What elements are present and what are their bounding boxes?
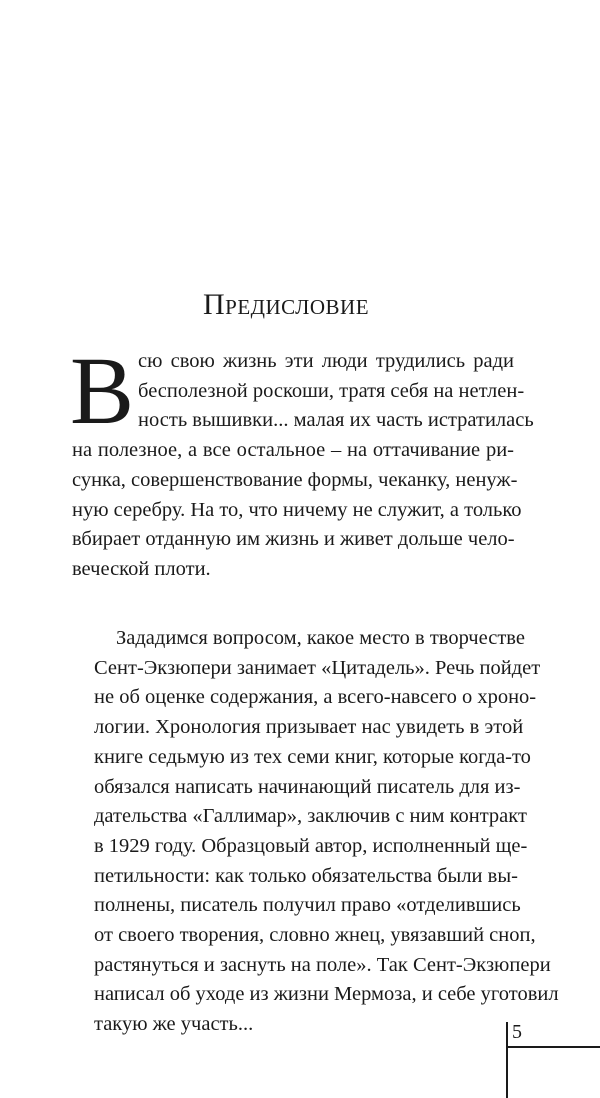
footer-rule-horizontal [506, 1046, 600, 1048]
text-line: петильности: как только обязательства были вы- [94, 864, 518, 887]
text-line: бесполезной роскоши, тратя себя на нетлен- [138, 379, 525, 402]
text-line: книге седьмую из тех семи книг, которые когда-то [94, 745, 531, 768]
intro-paragraph [72, 624, 559, 1040]
text-line: от своего творения, словно жнец, увязавший сноп, [94, 924, 536, 947]
text-line: на полезное, а все остальное – на оттачивание ри- [72, 439, 514, 462]
drop-cap: В [70, 337, 135, 444]
text-line: Зададимся вопросом, какое место в творчестве [116, 627, 525, 649]
text-line: не об оценке содержания, а всего-навсего о хроно- [94, 686, 537, 709]
text-line: Сент-Экзюпери занимает «Цитадель». Речь пойдет [94, 656, 541, 679]
footer-rule-vertical [506, 1022, 508, 1098]
chapter-title: Предисловие [202, 288, 370, 322]
text-line: полнены, писатель получил право «отделившись [94, 894, 521, 917]
text-line: в 1929 году. Образцовый автор, исполненный ще- [94, 834, 528, 857]
text-line: сунка, совершенствование формы, чеканку, ненуж- [72, 468, 518, 491]
text-line: дательства «Галлимар», заключив с ним контракт [94, 805, 527, 828]
text-line: ность вышивки... малая их часть истратилась [138, 409, 534, 432]
epigraph-paragraph [70, 337, 534, 585]
text-line: логии. Хронология призывает нас увидеть в этой [94, 716, 524, 739]
page-number: 5 [512, 1021, 522, 1043]
text-line: написал об уходе из жизни Мермоза, и себе уготовил [94, 983, 559, 1006]
text-line: такую же участь... [94, 1013, 254, 1036]
text-line: сю свою жизнь эти люди трудились ради [138, 350, 514, 372]
text-line: ную серебру. На то, что ничему не служит, а только [72, 498, 522, 521]
text-line: обязался написать начинающий писатель для из- [94, 775, 521, 798]
text-line: вбирает отданную им жизнь и живет дольше чело- [72, 528, 515, 551]
text-line: веческой плоти. [72, 557, 211, 580]
text-line: растянуться и заснуть на поле». Так Сент-Экзюпери [94, 953, 551, 976]
